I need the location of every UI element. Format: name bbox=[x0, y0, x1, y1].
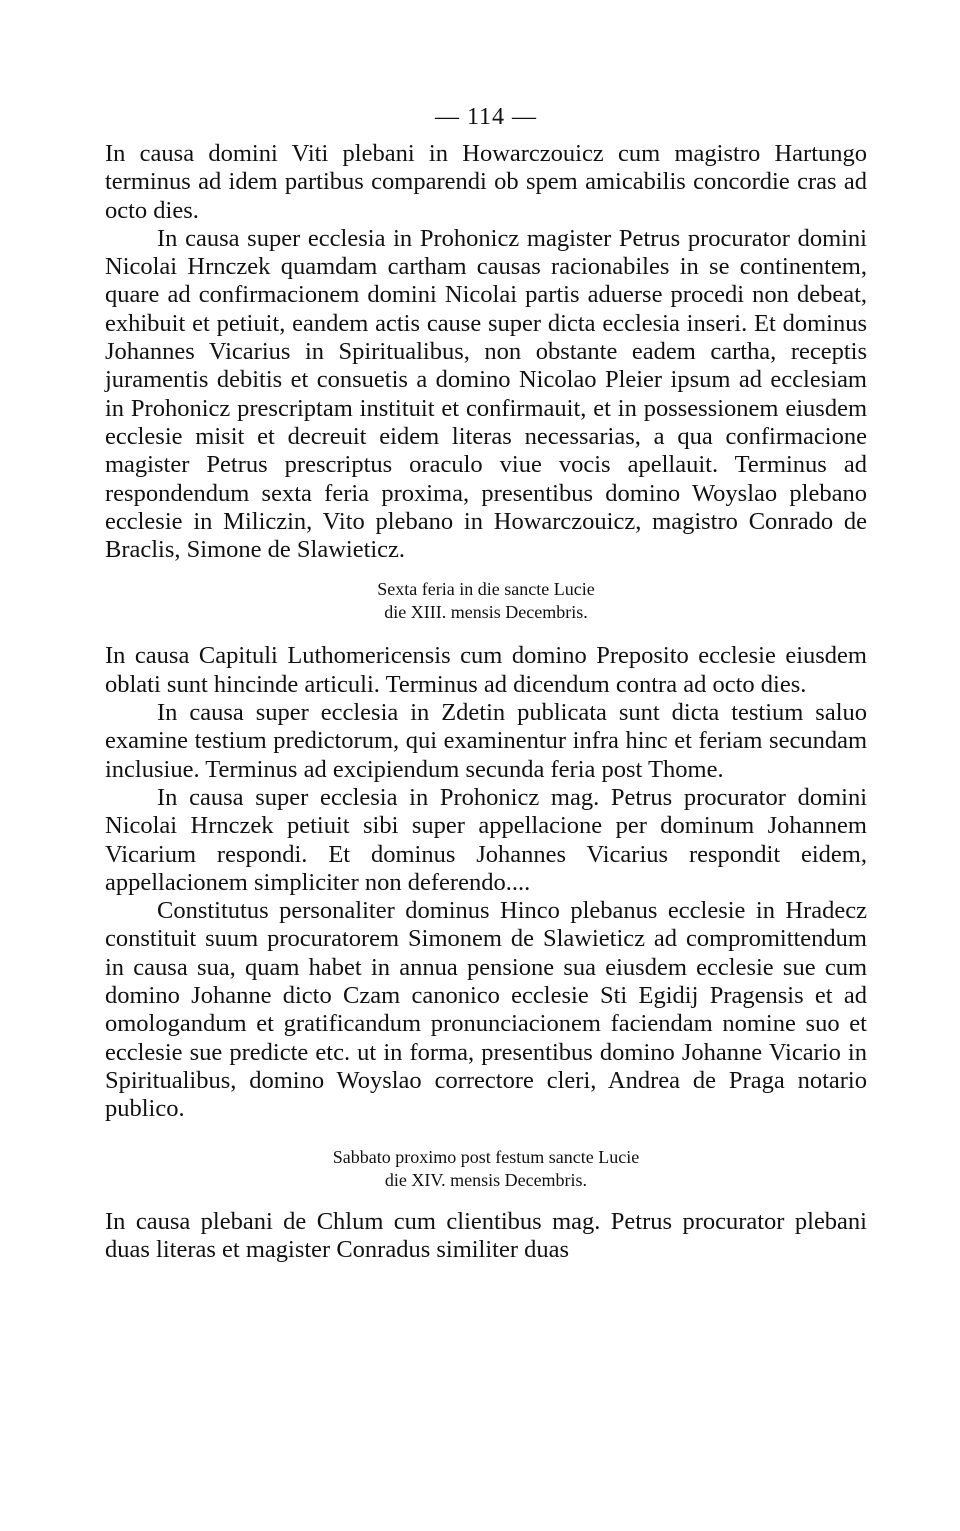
section-entries-3 bbox=[105, 1146, 867, 1265]
section-entries-1 bbox=[105, 140, 867, 564]
section-entries-2 bbox=[105, 578, 867, 1123]
date-heading bbox=[105, 1146, 867, 1192]
paragraph: In causa super ecclesia in Prohonicz magister Petrus procurator domini Nicolai Hrnczek quamdam cartham causas racionabiles in se continentem, quare ad confirmacionem domini Nicolai partis aduerse procedi non debeat, exhibuit et petiuit, eandem actis cause super dicta ecclesia inseri. Et dominus Johannes Vicarius in Spiritualibus, non obstante eadem cartha, receptis juramentis debitis et consuetis a domino Nicolao Pleier ipsum ad ecclesiam in Prohonicz prescriptam instituit et confirmauit, et in possessionem eiusdem ecclesie misit et decreuit eidem literas necessarias, a qua confirmacione magister Petrus prescriptus oraculo viue vocis apellauit. Terminus ad respondendum sexta feria proxima, presentibus domino Woyslao plebano ecclesie in Miliczin, Vito plebano in Howarczouicz, magistro Conrado de Braclis, Simone de Slawieticz. bbox=[105, 224, 867, 564]
paragraph: In causa domini Viti plebani in Howarczouicz cum magistro Hartungo terminus ad idem partibus comparendi ob spem amicabilis concordie cras ad octo dies. bbox=[105, 140, 867, 224]
date-heading-line: die XIII. mensis Decembris. bbox=[384, 602, 588, 623]
paragraph: In causa plebani de Chlum cum clientibus mag. Petrus procurator plebani duas literas et magister Conradus similiter duas bbox=[105, 1207, 867, 1263]
date-heading-line: die XIV. mensis Decembris. bbox=[384, 1169, 588, 1190]
paragraph: In causa Capituli Luthomericensis cum domino Preposito ecclesie eiusdem oblati sunt hincinde articuli. Terminus ad dicendum contra ad octo dies. bbox=[105, 642, 867, 698]
date-heading bbox=[105, 578, 867, 624]
paragraph: Constitutus personaliter dominus Hinco plebanus ecclesie in Hradecz constituit suum procuratorem Simonem de Slawieticz ad compromittendum in causa sua, quam habet in annua pensione sua eiusdem ecclesie sue cum domino Johanne dicto Czam canonico ecclesie Sti Egidij Pragensis et ad omologandum et gratificandum pronunciacionem faciendam nomine suo et ecclesie sue predicte etc. ut in forma, presentibus domino Johanne Vicario in Spiritualibus, domino Woyslao correctore cleri, Andrea de Praga notario publico. bbox=[105, 897, 867, 1123]
date-heading-line: Sexta feria in die sancte Lucie bbox=[377, 579, 595, 600]
page-number: — 114 — bbox=[434, 104, 538, 130]
paragraph: In causa super ecclesia in Zdetin publicata sunt dicta testium saluo examine testium predictorum, qui examinentur infra hinc et feriam secundam inclusiue. Terminus ad excipiendum secunda feria post Thome. bbox=[105, 699, 867, 783]
document-page bbox=[105, 100, 867, 1264]
paragraph: In causa super ecclesia in Prohonicz mag. Petrus procurator domini Nicolai Hrnczek petiuit sibi super appellacione per dominum Johannem Vicarium respondi. Et dominus Johannes Vicarius respondit eidem, appellacionem simpliciter non deferendo.... bbox=[105, 783, 867, 896]
date-heading-line: Sabbato proximo post festum sancte Lucie bbox=[332, 1146, 640, 1167]
